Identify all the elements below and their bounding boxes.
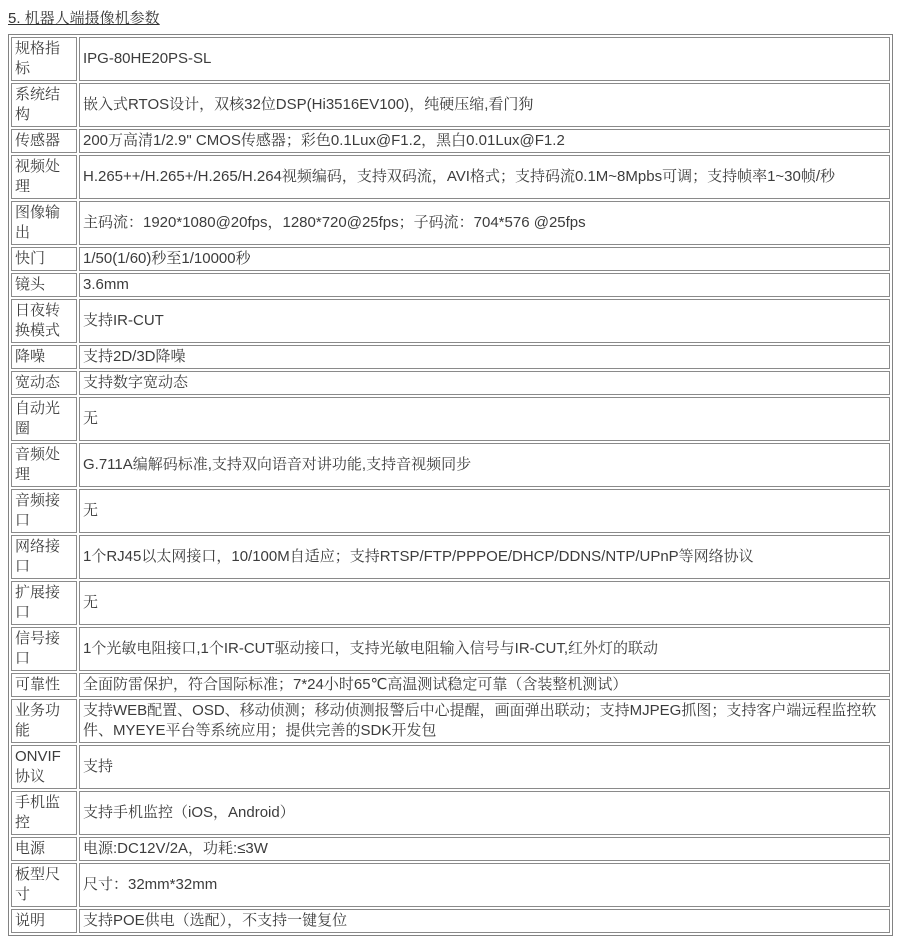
spec-value: 尺寸：32mm*32mm — [79, 863, 890, 907]
spec-value: 3.6mm — [79, 273, 890, 297]
spec-table-body — [11, 37, 890, 933]
spec-label: 镜头 — [11, 273, 77, 297]
spec-value: 支持数字宽动态 — [79, 371, 890, 395]
table-row — [11, 489, 890, 533]
table-row — [11, 791, 890, 835]
table-row — [11, 443, 890, 487]
spec-label: 可靠性 — [11, 673, 77, 697]
spec-label: 手机监控 — [11, 791, 77, 835]
spec-value: 支持2D/3D降噪 — [79, 345, 890, 369]
spec-label: 说明 — [11, 909, 77, 933]
spec-value: 支持 — [79, 745, 890, 789]
page-title: 5. 机器人端摄像机参数 — [8, 10, 160, 27]
spec-label: 日夜转换模式 — [11, 299, 77, 343]
spec-label: 规格指标 — [11, 37, 77, 81]
spec-value: 1个光敏电阻接口,1个IR-CUT驱动接口，支持光敏电阻输入信号与IR-CUT,红外灯的联动 — [79, 627, 890, 671]
spec-label: 网络接口 — [11, 535, 77, 579]
table-row — [11, 627, 890, 671]
spec-value: 支持WEB配置、OSD、移动侦测；移动侦测报警后中心提醒，画面弹出联动；支持MJPEG抓图；支持客户端远程监控软件、MYEYE平台等系统应用；提供完善的SDK开发包 — [79, 699, 890, 743]
table-row — [11, 581, 890, 625]
table-row — [11, 909, 890, 933]
camera-spec-table — [8, 34, 893, 936]
spec-value: 200万高清1/2.9" CMOS传感器；彩色0.1Lux@F1.2，黑白0.01Lux@F1.2 — [79, 129, 890, 153]
spec-value: 1/50(1/60)秒至1/10000秒 — [79, 247, 890, 271]
table-row — [11, 201, 890, 245]
spec-value: G.711A编解码标准,支持双向语音对讲功能,支持音视频同步 — [79, 443, 890, 487]
spec-label: 电源 — [11, 837, 77, 861]
spec-label: 快门 — [11, 247, 77, 271]
table-row — [11, 371, 890, 395]
table-row — [11, 273, 890, 297]
spec-value: 主码流：1920*1080@20fps，1280*720@25fps；子码流：704*576 @25fps — [79, 201, 890, 245]
spec-value: 无 — [79, 581, 890, 625]
spec-value: 支持POE供电（选配），不支持一键复位 — [79, 909, 890, 933]
table-row — [11, 37, 890, 81]
spec-label: ONVIF协议 — [11, 745, 77, 789]
table-row — [11, 699, 890, 743]
table-row — [11, 745, 890, 789]
spec-label: 图像输出 — [11, 201, 77, 245]
spec-label: 业务功能 — [11, 699, 77, 743]
spec-label: 系统结构 — [11, 83, 77, 127]
spec-value: 无 — [79, 397, 890, 441]
spec-label: 音频接口 — [11, 489, 77, 533]
table-row — [11, 863, 890, 907]
spec-label: 信号接口 — [11, 627, 77, 671]
table-row — [11, 837, 890, 861]
table-row — [11, 535, 890, 579]
spec-value: 1个RJ45以太网接口，10/100M自适应；支持RTSP/FTP/PPPOE/DHCP/DDNS/NTP/UPnP等网络协议 — [79, 535, 890, 579]
spec-value: 支持IR-CUT — [79, 299, 890, 343]
spec-label: 音频处理 — [11, 443, 77, 487]
spec-value: IPG-80HE20PS-SL — [79, 37, 890, 81]
table-row — [11, 247, 890, 271]
spec-label: 板型尺寸 — [11, 863, 77, 907]
spec-label: 视频处理 — [11, 155, 77, 199]
spec-label: 降噪 — [11, 345, 77, 369]
table-row — [11, 299, 890, 343]
spec-value: 嵌入式RTOS设计，双核32位DSP(Hi3516EV100)，纯硬压缩,看门狗 — [79, 83, 890, 127]
spec-label: 自动光圈 — [11, 397, 77, 441]
spec-label: 宽动态 — [11, 371, 77, 395]
table-row — [11, 155, 890, 199]
table-row — [11, 129, 890, 153]
spec-value: 电源:DC12V/2A，功耗:≤3W — [79, 837, 890, 861]
spec-label: 扩展接口 — [11, 581, 77, 625]
table-row — [11, 345, 890, 369]
table-row — [11, 673, 890, 697]
spec-value: 无 — [79, 489, 890, 533]
spec-value: 支持手机监控（iOS，Android） — [79, 791, 890, 835]
table-row — [11, 397, 890, 441]
spec-label: 传感器 — [11, 129, 77, 153]
spec-value: H.265++/H.265+/H.265/H.264视频编码，支持双码流，AVI格式；支持码流0.1M~8Mpbs可调；支持帧率1~30帧/秒 — [79, 155, 890, 199]
table-row — [11, 83, 890, 127]
spec-value: 全面防雷保护，符合国际标准；7*24小时65℃高温测试稳定可靠（含装整机测试） — [79, 673, 890, 697]
